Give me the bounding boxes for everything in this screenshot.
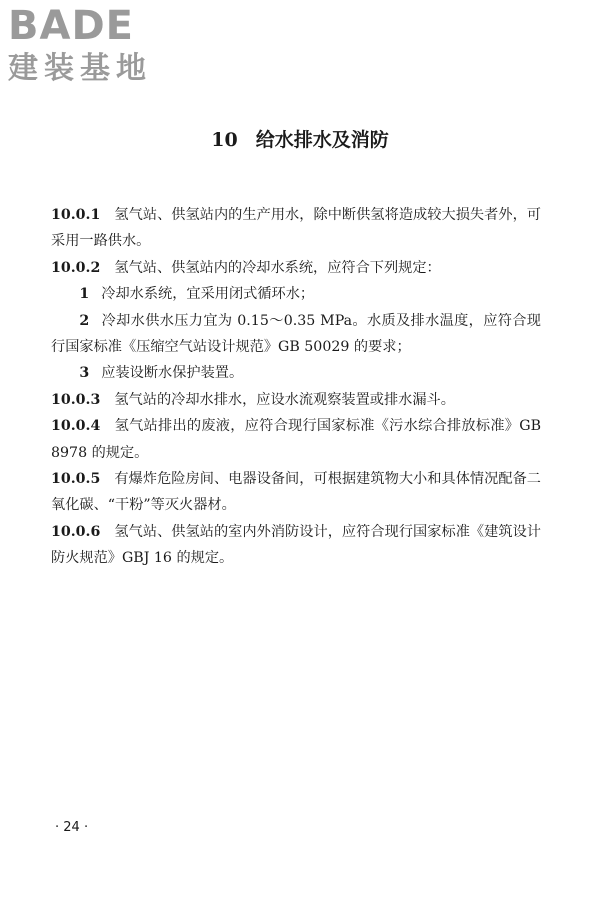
logo-wordmark: BADE — [8, 3, 134, 49]
clause-text: 氢气站、供氢站的室内外消防设计，应符合现行国家标准《建筑设计防火规范》GBJ 16 的规定。 — [51, 523, 541, 567]
clause-number: 10.0.4 — [51, 418, 101, 435]
clause-number: 10.0.6 — [51, 523, 101, 540]
chapter-title — [0, 126, 600, 154]
document-body — [51, 202, 541, 572]
item-number: 3 — [79, 365, 90, 382]
logo-subtitle: 建装基地 — [8, 51, 152, 86]
clause-text: 氢气站、供氢站内的生产用水，除中断供氢将造成较大损失者外，可采用一路供水。 — [51, 207, 541, 250]
clause-10-0-5 — [51, 466, 541, 519]
clause-10-0-2-item-1 — [51, 281, 541, 307]
clause-10-0-1 — [51, 202, 541, 255]
clause-10-0-6 — [51, 519, 541, 572]
clause-10-0-2-item-2 — [51, 308, 541, 361]
clause-text: 氢气站排出的废液，应符合现行国家标准《污水综合排放标准》GB 8978 的规定。 — [51, 418, 541, 461]
clause-number: 10.0.2 — [51, 259, 101, 276]
item-text: 冷却水供水压力宜为 0.15～0.35 MPa。水质及排水温度，应符合现行国家标准《压缩空气站设计规范》GB 50029 的要求； — [51, 312, 541, 356]
clause-text: 氢气站、供氢站内的冷却水系统，应符合下列规定： — [114, 259, 441, 276]
clause-number: 10.0.1 — [51, 207, 101, 223]
clause-number: 10.0.3 — [51, 391, 101, 408]
page-number: · 24 · — [55, 820, 89, 835]
clause-10-0-2 — [51, 255, 541, 281]
bade-logo — [8, 4, 178, 88]
chapter-number: 10 — [211, 129, 238, 151]
chapter-title-text: 给水排水及消防 — [255, 129, 389, 151]
clause-10-0-3 — [51, 387, 541, 413]
item-text: 应装设断水保护装置。 — [101, 365, 244, 382]
clause-10-0-4 — [51, 413, 541, 466]
item-text: 冷却水系统，宜采用闭式循环水； — [101, 286, 315, 303]
item-number: 1 — [79, 286, 90, 303]
clause-text: 氢气站的冷却水排水，应设水流观察装置或排水漏斗。 — [114, 391, 455, 408]
item-number: 2 — [79, 312, 90, 329]
clause-number: 10.0.5 — [51, 471, 101, 488]
clause-text: 有爆炸危险房间、电器设备间，可根据建筑物大小和具体情况配备二氧化碳、“干粉”等灭火器材。 — [51, 471, 541, 514]
clause-10-0-2-item-3 — [51, 360, 541, 386]
